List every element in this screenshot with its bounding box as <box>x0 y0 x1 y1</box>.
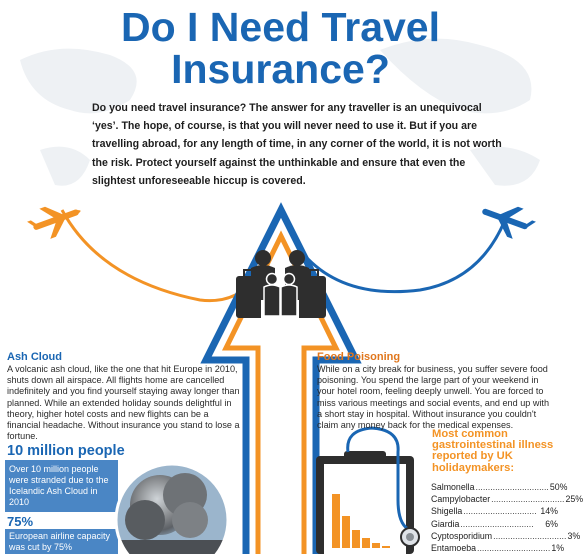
page-title <box>0 6 561 90</box>
right-flight-path <box>300 220 505 292</box>
table-row: Shigella .............................. 14% <box>431 506 558 517</box>
family-luggage-icon <box>236 250 326 318</box>
plane-left-icon <box>24 196 86 245</box>
table-row: Salmonella .............................. 50% <box>431 482 568 492</box>
table-row: Campylobacter .............................. 25% <box>431 494 583 505</box>
table-row: Entamoeba .............................. 1% <box>431 542 565 553</box>
volcano-ash-photo <box>110 460 240 554</box>
food-poisoning-body: While on a city break for business, you suffer severe food poisoning. You spend the large part of your weekend in your hotel room, feeling deeply unwell. You are forced to miss various meetings and social events, and end up with a short stay in hospital. Without insurance you couldn't claim any money back for the medical expenses. <box>317 364 550 431</box>
ash-cloud-body: A volcanic ash cloud, like the one that hit Europe in 2010, shuts down all airspace. All flights home are cancelled indefinitely and you find yourself staying away longer than planned. While an extended holiday sounds delightful in theory, higher hotel costs and new flights can be a financial headache. Without insurance you stand to lose a fortune. <box>7 364 240 442</box>
table-row: Cyptosporidium .............................. 3% <box>431 530 581 541</box>
food-poisoning-heading: Food Poisoning <box>317 351 401 363</box>
title-line-1: Do I Need Travel <box>120 4 440 50</box>
table-row: Giardia .............................. 6% <box>431 518 558 529</box>
illness-table-heading: Most common gastrointestinal illness reported by UK holidaymakers: <box>432 428 554 474</box>
title-line-2: Insurance? <box>171 46 390 92</box>
left-flight-path <box>62 210 262 301</box>
stat-10-million: 10 million people <box>7 443 125 459</box>
ash-cloud-heading: Ash Cloud <box>7 351 62 363</box>
illness-table <box>431 481 583 554</box>
stat-10-million-text: Over 10 million people were stranded due to the Icelandic Ash Cloud in 2010 <box>9 464 109 507</box>
plane-right-icon <box>477 196 539 245</box>
stat-75-percent: 75% <box>7 514 34 529</box>
stat-75-percent-text: European airline capacity was cut by 75% <box>9 531 111 552</box>
intro-paragraph: Do you need travel insurance? The answer for any traveller is an unequivocal ‘yes’. The hope, of course, is that you will never need to use it. But if you are travelling abroad, for any length of time, in any corner of the world, it is not worth the risk. Protect yourself against the unthinkable and ensure that even the slightest unforeseeable hiccup is covered. <box>92 102 502 187</box>
